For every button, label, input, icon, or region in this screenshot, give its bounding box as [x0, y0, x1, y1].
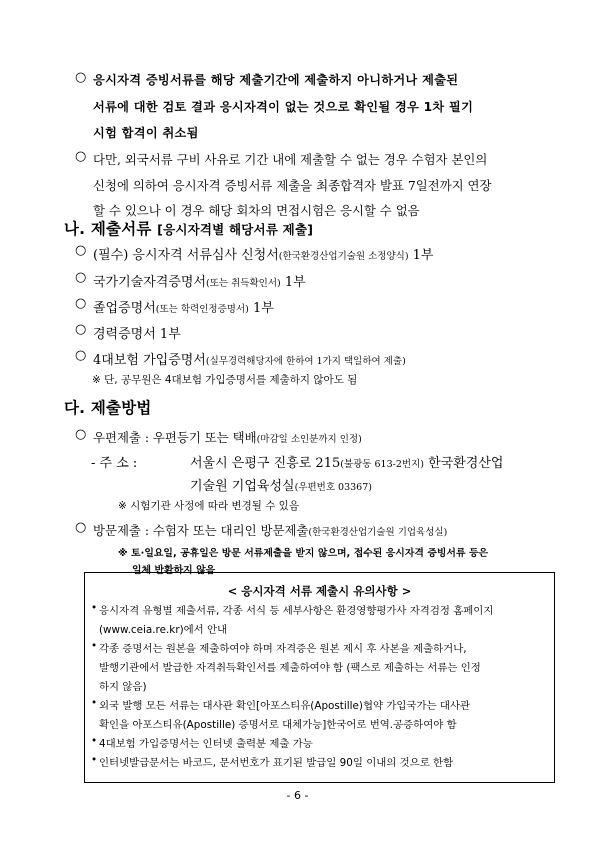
post-submission-line	[93, 428, 362, 446]
notice-line: 하지 않음)	[99, 681, 147, 693]
item-note: (한국환경산업기술원 소정양식)	[278, 251, 409, 262]
note-text: ※ 시험기관 사정에 따라 변경될 수 있음	[118, 500, 299, 512]
address-line	[190, 452, 503, 471]
notice-line: 각종 증명서는 원본을 제출하여야 하며 자격증은 원본 제시 후 사본을 제출하거나,	[99, 643, 467, 655]
dot-bullet: •	[91, 602, 98, 614]
address-text: 기술원 기업육성실	[190, 479, 295, 494]
address-label: - 주 소 :	[91, 456, 138, 471]
dot-bullet: •	[91, 735, 98, 747]
circle-bullet: ○	[75, 427, 87, 442]
item-count: 1부	[408, 248, 434, 263]
item-count: 1부	[248, 301, 274, 316]
address-text: 한국환경산업	[423, 456, 504, 471]
item-text: 4대보험 가입증명서	[93, 353, 206, 368]
dot-bullet: •	[91, 697, 98, 709]
section-heading	[64, 217, 313, 239]
item-note: (실무경력해당자에 한하여 1가지 택일하여 제출)	[205, 356, 406, 367]
warning-note: 일체 반환하지 않음	[132, 565, 216, 576]
document-item	[93, 244, 434, 263]
notice-line: 확인을 아포스티유(Apostille) 증명서로 대체가능]한국어로 번역.공증하여야 함	[99, 719, 457, 731]
document-item	[93, 323, 181, 342]
document-item	[93, 349, 406, 368]
note-text: ※ 단, 공무원은 4대보험 가입증명서를 제출하지 않아도 됨	[92, 374, 358, 386]
visit-label: 방문제출 : 수험자 또는 대리인 방문제출	[93, 523, 309, 538]
circle-bullet: ○	[75, 70, 87, 85]
item-text: 졸업증명서	[93, 301, 156, 316]
notice-box	[84, 572, 555, 783]
paragraph-line: 신청에 의하여 응시자격 증빙서류 제출을 최종합격자 발표 7일전까지 연장	[93, 178, 492, 193]
circle-bullet: ○	[75, 348, 87, 363]
document-item	[93, 271, 306, 290]
circle-bullet: ○	[75, 243, 87, 258]
notice-line: (www.ceia.re.kr)에서 안내	[99, 624, 228, 636]
circle-bullet: ○	[75, 296, 87, 311]
visit-submission-line	[93, 521, 447, 539]
paragraph-line: 서류에 대한 검토 결과 응시자격이 없는 것으로 확인될 경우 1차 필기	[93, 100, 474, 114]
dot-bullet: •	[91, 754, 98, 766]
paragraph-line: 응시자격 증빙서류를 해당 제출기간에 제출하지 아니하거나 제출된	[93, 73, 459, 87]
post-label: 우편제출 : 우편등기 또는 택배	[93, 430, 257, 445]
address-line	[190, 475, 372, 494]
notice-line: 응시자격 유형별 제출서류, 각종 서식 등 세부사항은 환경영향평가사 자격검정 홈페이지	[99, 605, 494, 617]
item-count: 1부	[280, 275, 306, 290]
address-text: 서울시 은평구 진흥로 215	[190, 456, 341, 471]
address-note: (불광동 613-2번지)	[340, 459, 424, 470]
section-subtitle: [응시자격별 해당서류 제출]	[157, 222, 314, 237]
notice-line: 외국 발행 모든 서류는 대사관 확인[아포스티유(Apostille)협약 가입국가는 대사관	[99, 700, 470, 712]
page-number: - 6 -	[286, 789, 309, 802]
visit-note: (한국환경산업기술원 기업육성실)	[308, 527, 448, 538]
paragraph-line: 다만, 외국서류 구비 사유로 기간 내에 제출할 수 없는 경우 수험자 본인의	[93, 152, 488, 167]
paragraph-line: 할 수 있으나 이 경우 해당 회차의 면접시험은 응시할 수 없음	[93, 203, 420, 218]
notice-line: 4대보험 가입증명서는 인터넷 출력분 제출 가능	[99, 738, 313, 750]
circle-bullet: ○	[75, 149, 87, 164]
paragraph-line: 시험 합격이 취소됨	[93, 126, 199, 140]
notice-line: 인터넷발급문서는 바코드, 문서번호가 표기된 발급일 90일 이내의 것으로 한함	[99, 757, 454, 769]
document-item	[93, 297, 274, 316]
section-title: 다. 제출방법	[64, 399, 152, 417]
item-text: (필수) 응시자격 서류심사 신청서	[93, 248, 279, 263]
postal-code: (우편번호 03367)	[294, 482, 372, 493]
section-title: 나. 제출서류	[64, 220, 152, 238]
item-note: (또는 취득확인서)	[206, 278, 281, 289]
item-note: (또는 학력인정증명서)	[155, 304, 249, 315]
circle-bullet: ○	[75, 322, 87, 337]
notice-line: 발행기관에서 발급한 자격취득확인서를 제출하여야 함 (팩스로 제출하는 서류는 인정	[99, 662, 481, 674]
post-note: (마감일 소인분까지 인정)	[256, 434, 362, 445]
item-text: 경력증명서 1부	[93, 327, 181, 342]
notice-title: < 응시자격 서류 제출시 유의사항 >	[227, 584, 412, 598]
circle-bullet: ○	[75, 270, 87, 285]
warning-note: ※ 토·일요일, 공휴일은 방문 서류제출을 받지 않으며, 접수된 응시자격 증빙서류 등은	[118, 548, 489, 559]
item-text: 국가기술자격증명서	[93, 275, 207, 290]
dot-bullet: •	[91, 640, 98, 652]
circle-bullet: ○	[75, 520, 87, 535]
